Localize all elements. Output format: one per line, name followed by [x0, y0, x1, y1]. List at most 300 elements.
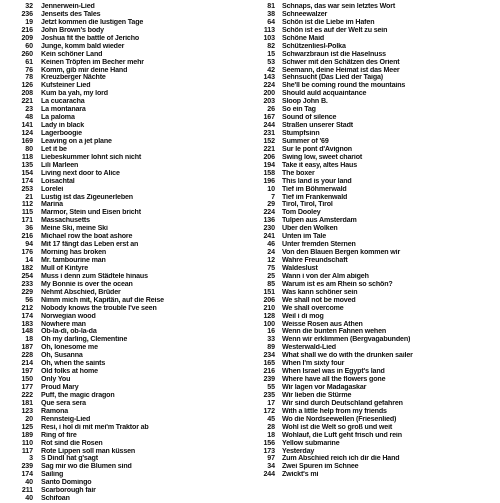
- index-entry: [0, 360, 250, 368]
- index-entry: [251, 114, 500, 122]
- index-entry: [251, 265, 500, 273]
- page-number: 21: [25, 193, 33, 201]
- page-number: 7: [271, 193, 275, 201]
- page-number: 20: [25, 415, 33, 423]
- page-number: 82: [267, 42, 275, 50]
- index-entry: [0, 368, 250, 376]
- page-number: 210: [263, 304, 275, 312]
- song-title: Stumpfsinn: [282, 130, 320, 137]
- song-title: Unten im Tale: [282, 233, 327, 241]
- song-title: Schifoan: [41, 495, 70, 503]
- song-title: Jennerwein-Lied: [41, 3, 95, 10]
- index-entry: [0, 19, 250, 27]
- song-title: Santo Domingo: [41, 479, 92, 487]
- song-title: Weil i di mog: [282, 312, 324, 320]
- page-number: 75: [267, 264, 275, 272]
- index-entry: [251, 98, 500, 106]
- song-title: Yellow submarine: [282, 439, 340, 447]
- page-number: 174: [21, 177, 33, 185]
- song-title: Sloop John B.: [282, 98, 328, 106]
- page-number: 171: [21, 217, 33, 225]
- page-number: 211: [21, 487, 33, 495]
- song-title: Sound of silence: [282, 114, 337, 122]
- index-entry: [0, 265, 250, 273]
- song-title: Morning has broken: [41, 249, 107, 257]
- page-number: 115: [21, 209, 33, 217]
- song-title: Kein schöner Land: [41, 50, 103, 58]
- page-number: 216: [21, 233, 33, 241]
- song-title: Nehmt Abschied, Brüder: [41, 288, 121, 296]
- page-number: 48: [25, 114, 33, 122]
- page-number: 181: [21, 399, 33, 407]
- song-title: Wann i von der Alm abigeh: [282, 272, 369, 280]
- song-title: Schützenliesl-Polka: [282, 42, 346, 50]
- index-entry: [0, 376, 250, 384]
- index-column-left: [0, 3, 250, 503]
- index-entry: [251, 352, 500, 360]
- page-number: 16: [267, 328, 275, 336]
- page-number: 24: [267, 249, 275, 257]
- page-number: 25: [267, 272, 275, 280]
- index-entry: [251, 146, 500, 154]
- song-title: Über den Wolken: [282, 225, 338, 233]
- page-number: 231: [263, 130, 275, 137]
- song-title: Unter fremden Sternen: [282, 241, 356, 249]
- song-title: Lorelei: [41, 185, 64, 193]
- index-entry: [0, 82, 250, 90]
- song-title: Sehnsucht (Das Lied der Taiga): [282, 74, 384, 82]
- index-entry: [251, 178, 500, 186]
- page-number: 112: [21, 201, 33, 209]
- page-number: 228: [21, 352, 33, 360]
- index-entry: [0, 432, 250, 440]
- index-entry: [251, 233, 500, 241]
- page-number: 118: [21, 153, 33, 161]
- page-number: 40: [25, 495, 33, 503]
- index-entry: [251, 344, 500, 352]
- page-number: 221: [263, 145, 275, 153]
- song-title: She'll be coming round the mountains: [282, 82, 406, 90]
- song-title: Norwegian wood: [41, 312, 96, 320]
- song-title: Schön ist die Liebe im Hafen: [282, 18, 375, 26]
- page-number: 18: [25, 336, 33, 344]
- index-entry: [251, 170, 500, 178]
- page-number: 200: [263, 90, 275, 98]
- song-title: Schneewalzer: [282, 10, 328, 18]
- index-entry: [251, 74, 500, 82]
- song-title: Scarborough fair: [41, 487, 96, 495]
- index-entry: [0, 479, 250, 487]
- index-entry: [251, 384, 500, 392]
- index-entry: [251, 138, 500, 146]
- song-title: Tirol, Tirol, Tirol: [282, 201, 333, 209]
- song-title: Schön ist es auf der Welt zu sein: [282, 26, 388, 34]
- page-number: 224: [263, 82, 275, 90]
- index-entry: [251, 305, 500, 313]
- page-number: 23: [25, 106, 33, 114]
- index-entry: [251, 321, 500, 329]
- index-entry: [0, 328, 250, 336]
- index-entry: [251, 90, 500, 98]
- song-title: S Dindl hat g'sagt: [41, 455, 98, 463]
- song-title: Sur le pont d'Avignon: [282, 145, 352, 153]
- page-number: 60: [25, 42, 33, 50]
- page-number: 14: [25, 257, 33, 264]
- page-number: 85: [267, 280, 275, 288]
- page-number: 136: [263, 217, 275, 225]
- page-number: 208: [21, 90, 33, 98]
- page-number: 17: [267, 399, 275, 407]
- index-entry: [0, 74, 250, 82]
- index-entry: [0, 162, 250, 170]
- song-title: Tief im Böhmerwald: [282, 185, 347, 193]
- page-number: 151: [263, 288, 275, 296]
- song-title: Jetzt kommen die lustigen Tage: [41, 18, 144, 26]
- page-number: 113: [263, 26, 275, 34]
- index-entry: [251, 154, 500, 162]
- page-number: 124: [21, 130, 33, 137]
- index-entry: [0, 90, 250, 98]
- song-title: Komm, gib mir deine Hand: [41, 66, 128, 74]
- index-entry: [0, 225, 250, 233]
- page-number: 33: [267, 336, 275, 344]
- index-entry: [251, 376, 500, 384]
- index-entry: [0, 98, 250, 106]
- page-number: 55: [267, 384, 275, 391]
- index-entry: [0, 67, 250, 75]
- index-entry: [251, 209, 500, 217]
- index-entry: [251, 59, 500, 67]
- page-number: 174: [21, 471, 33, 479]
- page-number: 103: [263, 34, 275, 42]
- song-title: Jenseits des Tales: [41, 10, 101, 18]
- song-title: Liebeskummer lohnt sich nicht: [41, 153, 142, 161]
- page-number: 241: [263, 233, 275, 241]
- index-entry: [0, 217, 250, 225]
- index-column-right: [251, 3, 500, 479]
- page-number: 176: [21, 249, 33, 257]
- song-title: Sailing: [41, 471, 64, 479]
- page-number: 12: [267, 257, 275, 264]
- song-title: Nimm mich mit, Kapitän, auf die Reise: [41, 296, 164, 304]
- page-number: 154: [21, 169, 33, 177]
- index-entry: [251, 19, 500, 27]
- page-number: 15: [267, 50, 275, 58]
- song-title: Lustig ist das Zigeunerleben: [41, 193, 133, 201]
- page-number: 26: [267, 106, 275, 114]
- index-entry: [251, 400, 500, 408]
- page-number: 18: [267, 431, 275, 439]
- song-title: Rennsteig-Lied: [41, 415, 91, 423]
- page-number: 230: [263, 225, 275, 233]
- song-title: Take it easy, altes Haus: [282, 161, 357, 169]
- index-entry: [0, 201, 250, 209]
- page-number: 229: [21, 288, 33, 296]
- index-entry: [251, 3, 500, 11]
- page-number: 254: [21, 272, 33, 280]
- page-number: 196: [263, 177, 275, 185]
- page-number: 197: [21, 368, 33, 376]
- index-entry: [0, 440, 250, 448]
- index-entry: [251, 35, 500, 43]
- page-number: 128: [263, 312, 275, 320]
- page-number: 28: [267, 423, 275, 431]
- index-entry: [251, 273, 500, 281]
- page-number: 236: [21, 10, 33, 18]
- index-entry: [251, 217, 500, 225]
- index-entry: [0, 233, 250, 241]
- song-title: Lagerboogie: [41, 130, 82, 137]
- index-entry: [0, 43, 250, 51]
- index-entry: [0, 384, 250, 392]
- page-number: 156: [263, 439, 275, 447]
- page-number: 212: [21, 304, 33, 312]
- page-number: 244: [263, 471, 275, 479]
- song-title: Nobody knows the trouble I've seen: [41, 304, 157, 312]
- song-title: La cucaracha: [41, 98, 85, 106]
- page-number: 64: [267, 18, 275, 26]
- page-number: 61: [25, 58, 33, 66]
- song-title: Schwer mit den Schätzen des Orient: [282, 58, 400, 66]
- index-entry: [0, 305, 250, 313]
- page-number: 40: [25, 479, 33, 487]
- page-number: 143: [263, 74, 275, 82]
- page-number: 222: [21, 391, 33, 399]
- page-number: 46: [267, 241, 275, 249]
- song-title: With a little help from my friends: [282, 407, 387, 415]
- song-title: La montanara: [41, 106, 86, 114]
- index-entry: [251, 392, 500, 400]
- index-entry: [0, 336, 250, 344]
- song-title: Oh my darling, Clementine: [41, 336, 128, 344]
- song-title: Rote Lippen soll man küssen: [41, 447, 136, 455]
- page-number: 169: [21, 137, 33, 145]
- page-number: 100: [263, 320, 275, 328]
- index-entry: [0, 209, 250, 217]
- index-entry: [0, 170, 250, 178]
- song-title: Tom Dooley: [282, 209, 321, 217]
- index-entry: [251, 194, 500, 202]
- page-number: 172: [263, 407, 275, 415]
- song-title: Wo die Nordseewellen (Friesenlied): [282, 415, 397, 423]
- index-entry: [0, 321, 250, 329]
- page-number: 165: [263, 360, 275, 368]
- index-entry: [0, 281, 250, 289]
- song-title: Mr. tambourine man: [41, 257, 106, 264]
- page-number: 203: [263, 98, 275, 106]
- song-title: Westerwald-Lied: [282, 344, 336, 352]
- song-title: Rot sind die Rosen: [41, 439, 103, 447]
- song-title: Leaving on a jet plane: [41, 137, 112, 145]
- page-number: 173: [263, 447, 275, 455]
- page-number: 167: [263, 114, 275, 122]
- page-number: 78: [25, 74, 33, 82]
- index-entry: [0, 352, 250, 360]
- song-title: Only You: [41, 376, 71, 384]
- index-entry: [0, 146, 250, 154]
- page-number: 56: [25, 296, 33, 304]
- song-title: Yesterday: [282, 447, 315, 455]
- song-title: Ob-la-di, ob-la-da: [41, 328, 97, 336]
- index-entry: [251, 432, 500, 440]
- index-entry: [0, 471, 250, 479]
- page-number: 89: [267, 344, 275, 352]
- index-entry: [0, 59, 250, 67]
- page-number: 206: [263, 296, 275, 304]
- song-title: The boxer: [282, 169, 315, 177]
- song-title: Lady in black: [41, 122, 84, 130]
- page-number: 53: [267, 58, 275, 66]
- page-number: 42: [267, 66, 275, 74]
- song-title: Wohlauf, die Luft geht frisch und rein: [282, 431, 402, 439]
- song-title: Tulpen aus Amsterdam: [282, 217, 357, 225]
- song-title: Marina: [41, 201, 63, 209]
- page-number: 123: [21, 407, 33, 415]
- song-title: Wenn wir erklimmen (Bergvagabunden): [282, 336, 411, 344]
- page-number: 244: [263, 122, 275, 130]
- song-title: Joshua fit the battle of Jericho: [41, 34, 140, 42]
- page-number: 19: [25, 18, 33, 26]
- song-title: Wir sind durch Deutschland gefahren: [282, 399, 403, 407]
- index-entry: [0, 289, 250, 297]
- index-entry: [0, 241, 250, 249]
- page-number: 187: [21, 344, 33, 352]
- index-entry: [0, 463, 250, 471]
- song-title: Wir lagen vor Madagaskar: [282, 384, 367, 391]
- page-number: 239: [21, 463, 33, 471]
- page-number: 148: [21, 328, 33, 336]
- song-title: Summer of '69: [282, 137, 329, 145]
- page-number: 141: [21, 122, 33, 130]
- index-entry: [251, 51, 500, 59]
- page-number: 239: [263, 376, 275, 384]
- index-entry: [0, 400, 250, 408]
- index-entry: [0, 114, 250, 122]
- index-entry: [0, 138, 250, 146]
- song-title: Que sera sera: [41, 399, 86, 407]
- song-title: Von den Blauen Bergen kommen wir: [282, 249, 401, 257]
- song-title: When Israel was in Egypt's land: [282, 368, 385, 376]
- page-number: 94: [25, 241, 33, 249]
- song-title: Michael row the boat ashore: [41, 233, 133, 241]
- song-title: Proud Mary: [41, 384, 79, 391]
- song-title: Keinen Tröpfen im Becher mehr: [41, 58, 144, 66]
- song-title: Swing low, sweet chariot: [282, 153, 363, 161]
- index-entry: [0, 416, 250, 424]
- index-entry: [0, 35, 250, 43]
- index-entry: [0, 313, 250, 321]
- song-title: Mull of Kintyre: [41, 264, 89, 272]
- index-entry: [251, 416, 500, 424]
- song-title: Weisse Rosen aus Athen: [282, 320, 363, 328]
- index-entry: [0, 448, 250, 456]
- page-number: 125: [21, 423, 33, 431]
- page-number: 194: [263, 161, 275, 169]
- song-title: Schwarzbraun ist die Haselnuss: [282, 50, 386, 58]
- song-title: Puff, the magic dragon: [41, 391, 115, 399]
- index-entry: [251, 130, 500, 138]
- song-title: Wohl ist die Welt so groß und weit: [282, 423, 393, 431]
- page-number: 117: [21, 447, 33, 455]
- index-entry: [251, 281, 500, 289]
- song-title: Marmor, Stein und Eisen bricht: [41, 209, 141, 217]
- page-number: 32: [25, 3, 33, 10]
- song-title: When I'm sixty four: [282, 360, 345, 368]
- song-title: Wahre Freundschaft: [282, 257, 348, 264]
- index-entry: [0, 392, 250, 400]
- song-title: Let it be: [41, 145, 67, 153]
- index-entry: [0, 154, 250, 162]
- index-entry: [251, 448, 500, 456]
- song-title: Kufsteiner Lied: [41, 82, 91, 90]
- song-title: Meine Ski, meine Ski: [41, 225, 108, 233]
- page-number: 135: [21, 161, 33, 169]
- index-entry: [251, 455, 500, 463]
- song-title: Schnaps, das war sein letztes Wort: [282, 3, 396, 10]
- index-entry: [251, 257, 500, 265]
- page-number: 152: [263, 137, 275, 145]
- song-title: Oh, Susanna: [41, 352, 83, 360]
- index-entry: [251, 313, 500, 321]
- song-title: Loisachtal: [41, 177, 75, 185]
- song-title: Zum Abschied reich ich dir die Hand: [282, 455, 400, 463]
- song-title: Seemann, deine Heimat ist das Meer: [282, 66, 400, 74]
- page-number: 253: [21, 185, 33, 193]
- page-number: 80: [25, 145, 33, 153]
- page-number: 183: [21, 320, 33, 328]
- index-entry: [0, 130, 250, 138]
- page-number: 158: [263, 169, 275, 177]
- index-entry: [251, 67, 500, 75]
- index-entry: [0, 249, 250, 257]
- page-number: 10: [267, 185, 275, 193]
- index-entry: [251, 122, 500, 130]
- song-title: John Brown's body: [41, 26, 104, 34]
- page-number: 3: [29, 455, 33, 463]
- index-entry: [251, 297, 500, 305]
- song-title: My Bonnie is over the ocean: [41, 280, 133, 288]
- index-entry: [0, 194, 250, 202]
- page-number: 221: [21, 98, 33, 106]
- song-title: Mit 17 fängt das Leben erst an: [41, 241, 139, 249]
- index-entry: [0, 297, 250, 305]
- index-entry: [251, 289, 500, 297]
- song-title: Massachusetts: [41, 217, 90, 225]
- song-title: What shall we do with the drunken sailer: [282, 352, 413, 360]
- page-number: 216: [21, 26, 33, 34]
- index-entry: [251, 471, 500, 479]
- song-title: Ring of fire: [41, 431, 77, 439]
- index-entry: [251, 424, 500, 432]
- index-entry: [251, 241, 500, 249]
- song-title: Wir lieben die Stürme: [282, 391, 352, 399]
- index-entry: [0, 27, 250, 35]
- song-title: Living next door to Alice: [41, 169, 120, 177]
- index-entry: [0, 487, 250, 495]
- page-number: 110: [21, 439, 33, 447]
- song-title: So ein Tag: [282, 106, 316, 114]
- song-title: This land is your land: [282, 177, 352, 185]
- index-entry: [0, 186, 250, 194]
- page-number: 34: [267, 463, 275, 471]
- page-number: 29: [267, 201, 275, 209]
- song-title: Oh, when the saints: [41, 360, 106, 368]
- song-title: Nowhere man: [41, 320, 86, 328]
- page-number: 182: [21, 264, 33, 272]
- index-entry: [251, 225, 500, 233]
- index-entry: [251, 27, 500, 35]
- page-number: 209: [21, 34, 33, 42]
